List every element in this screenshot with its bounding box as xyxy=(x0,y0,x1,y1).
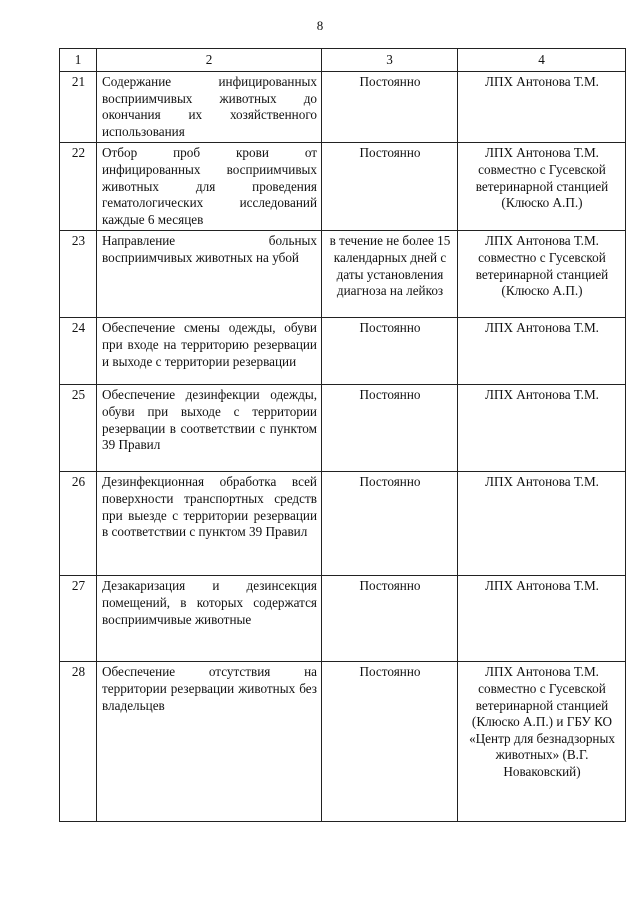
term-cell: Постоянно xyxy=(322,143,458,231)
action-cell: Содержание инфицированных восприимчивых животных до окончания их хозяйственного использования xyxy=(97,72,322,143)
term-cell: Постоянно xyxy=(322,472,458,576)
row-number: 26 xyxy=(60,472,97,576)
column-header-1: 1 xyxy=(60,49,97,72)
responsible-cell: ЛПХ Антонова Т.М. совместно с Гусевской ветеринарной станцией (Клюско А.П.) xyxy=(458,143,626,231)
term-cell: в течение не более 15 календарных дней с даты установления диагноза на лейкоз xyxy=(322,231,458,318)
responsible-cell: ЛПХ Антонова Т.М. совместно с Гусевской ветеринарной станцией (Клюско А.П.) xyxy=(458,231,626,318)
term-cell: Постоянно xyxy=(322,576,458,662)
column-header-4: 4 xyxy=(458,49,626,72)
action-cell: Дезинфекционная обработка всей поверхности транспортных средств при выезде с территории резервации в соответствии с пунктом 39 Правил xyxy=(97,472,322,576)
row-number: 25 xyxy=(60,385,97,472)
responsible-cell: ЛПХ Антонова Т.М. xyxy=(458,72,626,143)
term-cell: Постоянно xyxy=(322,385,458,472)
table-row xyxy=(60,472,626,576)
term-cell: Постоянно xyxy=(322,72,458,143)
table-row xyxy=(60,385,626,472)
term-cell: Постоянно xyxy=(322,318,458,385)
row-number: 28 xyxy=(60,662,97,822)
table-row xyxy=(60,231,626,318)
row-number: 21 xyxy=(60,72,97,143)
measures-table xyxy=(59,48,626,822)
responsible-cell: ЛПХ Антонова Т.М. совместно с Гусевской ветеринарной станцией (Клюско А.П.) и ГБУ КО «Центр для безнадзорных животных» (В.Г. Новаковский) xyxy=(458,662,626,822)
action-cell: Дезакаризация и дезинсекция помещений, в которых содержатся восприимчивые животные xyxy=(97,576,322,662)
row-number: 24 xyxy=(60,318,97,385)
column-header-3: 3 xyxy=(322,49,458,72)
responsible-cell: ЛПХ Антонова Т.М. xyxy=(458,318,626,385)
page-number: 8 xyxy=(316,18,324,33)
action-cell: Отбор проб крови от инфицированных восприимчивых животных для проведения гематологических исследований каждые 6 месяцев xyxy=(97,143,322,231)
responsible-cell: ЛПХ Антонова Т.М. xyxy=(458,576,626,662)
column-header-2: 2 xyxy=(97,49,322,72)
table-row xyxy=(60,318,626,385)
table-row xyxy=(60,143,626,231)
table-row xyxy=(60,662,626,822)
action-cell: Направление больных восприимчивых животных на убой xyxy=(97,231,322,318)
responsible-cell: ЛПХ Антонова Т.М. xyxy=(458,472,626,576)
table-row xyxy=(60,576,626,662)
table-header-row xyxy=(60,49,626,72)
row-number: 22 xyxy=(60,143,97,231)
row-number: 27 xyxy=(60,576,97,662)
row-number: 23 xyxy=(60,231,97,318)
action-cell: Обеспечение отсутствия на территории резервации животных без владельцев xyxy=(97,662,322,822)
responsible-cell: ЛПХ Антонова Т.М. xyxy=(458,385,626,472)
action-cell: Обеспечение смены одежды, обуви при входе на территорию резервации и выходе с территории резервации xyxy=(97,318,322,385)
table-row xyxy=(60,72,626,143)
action-cell: Обеспечение дезинфекции одежды, обуви при выходе с территории резервации в соответствии с пунктом 39 Правил xyxy=(97,385,322,472)
term-cell: Постоянно xyxy=(322,662,458,822)
